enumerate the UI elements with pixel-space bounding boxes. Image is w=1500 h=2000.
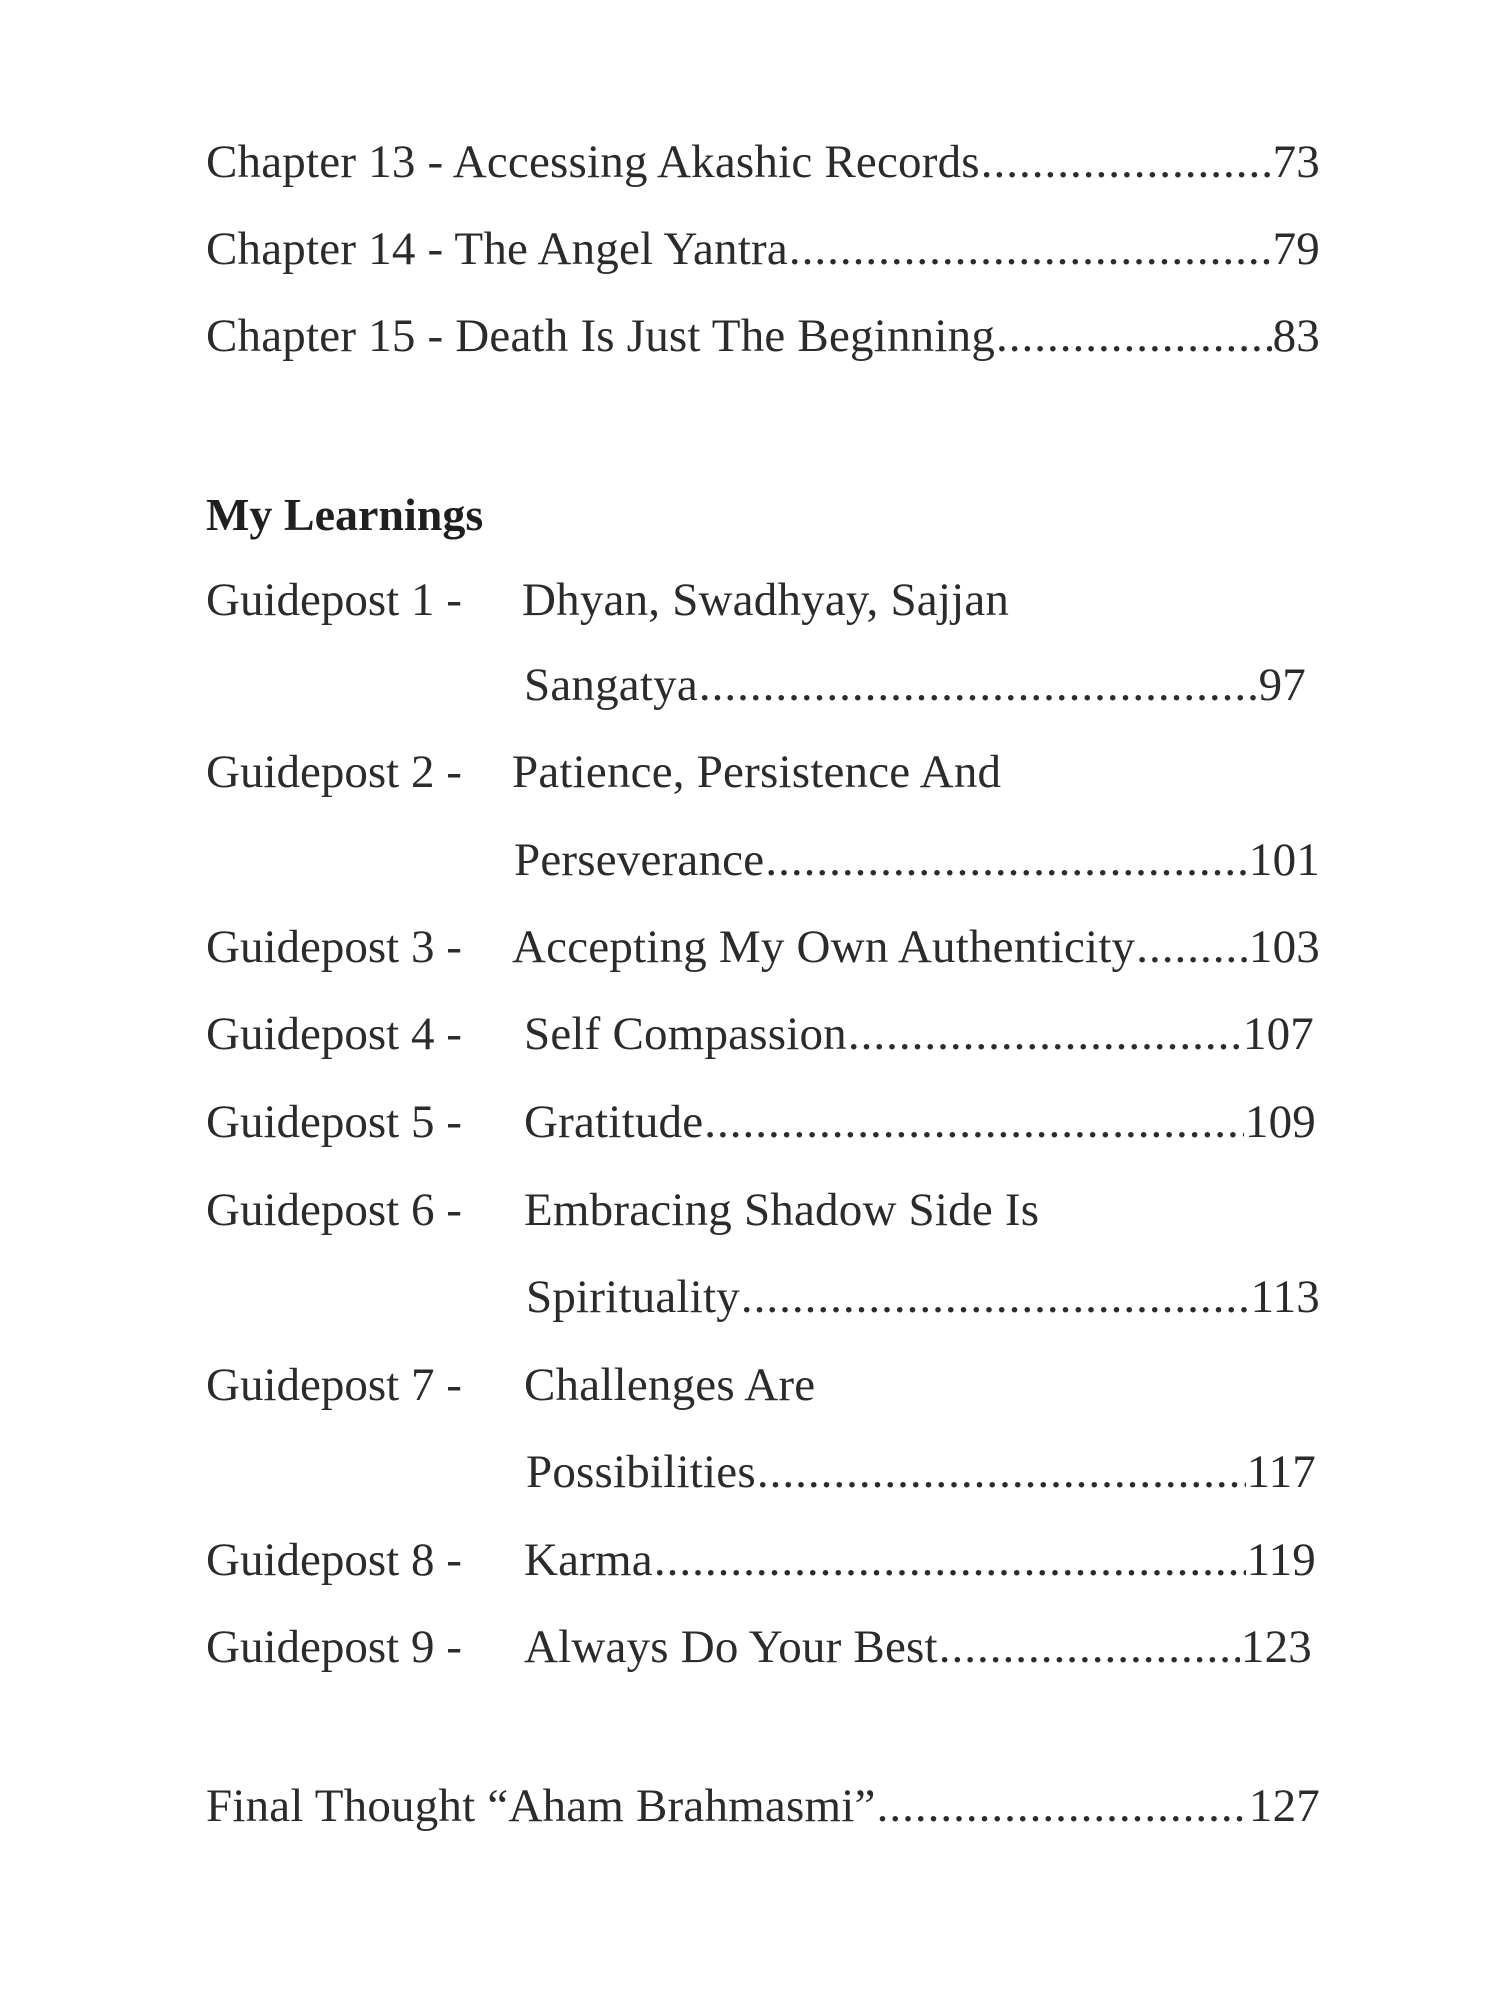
toc-page-number: 103 (1248, 921, 1320, 973)
guidepost-label: Guidepost 6 - (206, 1184, 462, 1236)
guidepost-label: Guidepost 1 - (206, 574, 462, 626)
toc-entry-title: Spirituality (526, 1271, 740, 1323)
dot-leader (704, 1092, 1244, 1152)
toc-entry-title: Self Compassion (524, 1008, 847, 1060)
toc-entry-title: Chapter 15 - Death Is Just The Beginning (206, 310, 996, 362)
dot-leader (699, 655, 1258, 715)
guidepost-label: Guidepost 3 - (206, 921, 462, 973)
dot-leader (996, 306, 1272, 366)
guidepost-1-title-line1: Dhyan, Swadhyay, Sajjan (522, 574, 1010, 626)
guidepost-label: Guidepost 5 - (206, 1096, 462, 1148)
toc-page-number: 97 (1258, 659, 1306, 711)
toc-entry-guidepost-8 (524, 1530, 1316, 1590)
toc-entry-title: Karma (524, 1534, 653, 1586)
toc-entry-guidepost-4 (524, 1004, 1314, 1064)
toc-entry-chapter-15 (206, 306, 1320, 366)
toc-entry-title: Sangatya (524, 659, 698, 711)
toc-page-number: 123 (1240, 1621, 1312, 1673)
toc-page-number: 107 (1242, 1008, 1314, 1060)
toc-entry-chapter-13 (206, 132, 1320, 192)
toc-page-number: 83 (1272, 310, 1320, 362)
toc-entry-guidepost-5 (524, 1092, 1316, 1152)
toc-entry-title: Gratitude (524, 1096, 704, 1148)
dot-leader (654, 1530, 1246, 1590)
toc-page-number: 79 (1272, 223, 1320, 275)
guidepost-label: Guidepost 7 - (206, 1359, 462, 1411)
toc-entry-guidepost-3 (512, 917, 1320, 977)
dot-leader (877, 1776, 1248, 1836)
dot-leader (741, 1267, 1250, 1327)
toc-entry-final-thought (206, 1776, 1320, 1836)
toc-entry-title: Always Do Your Best (524, 1621, 938, 1673)
section-heading: My Learnings (206, 489, 484, 540)
toc-entry-guidepost-7 (526, 1442, 1316, 1502)
toc-entry-guidepost-9 (524, 1617, 1312, 1677)
dot-leader (757, 1442, 1246, 1502)
toc-entry-title: Possibilities (526, 1446, 756, 1498)
guidepost-label: Guidepost 4 - (206, 1008, 462, 1060)
guidepost-label: Guidepost 2 - (206, 746, 462, 798)
toc-entry-title: Chapter 14 - The Angel Yantra (206, 223, 788, 275)
dot-leader (765, 830, 1248, 890)
dot-leader (848, 1004, 1242, 1064)
toc-page-number: 101 (1248, 834, 1320, 886)
toc-page-number: 117 (1246, 1446, 1316, 1498)
toc-page-number: 109 (1244, 1096, 1316, 1148)
toc-page-number: 73 (1272, 136, 1320, 188)
guidepost-7-title-line1: Challenges Are (524, 1359, 816, 1411)
toc-page-number: 119 (1246, 1534, 1316, 1586)
toc-entry-guidepost-6 (526, 1267, 1320, 1327)
dot-leader (789, 219, 1272, 279)
guidepost-6-title-line1: Embracing Shadow Side Is (524, 1184, 1040, 1236)
toc-entry-chapter-14 (206, 219, 1320, 279)
toc-entry-title: Chapter 13 - Accessing Akashic Records (206, 136, 980, 188)
toc-page-number: 113 (1250, 1271, 1320, 1323)
toc-entry-title: Perseverance (514, 834, 765, 886)
guidepost-label: Guidepost 9 - (206, 1621, 462, 1673)
toc-entry-title: Accepting My Own Authenticity (512, 921, 1136, 973)
toc-page-number: 127 (1248, 1780, 1320, 1832)
toc-entry-guidepost-2 (514, 830, 1320, 890)
dot-leader (1136, 917, 1248, 977)
toc-entry-title: Final Thought “Aham Brahmasmi” (206, 1780, 876, 1832)
toc-entry-guidepost-1 (524, 655, 1306, 715)
dot-leader (939, 1617, 1240, 1677)
dot-leader (981, 132, 1272, 192)
guidepost-2-title-line1: Patience, Persistence And (512, 746, 1002, 798)
guidepost-label: Guidepost 8 - (206, 1534, 462, 1586)
